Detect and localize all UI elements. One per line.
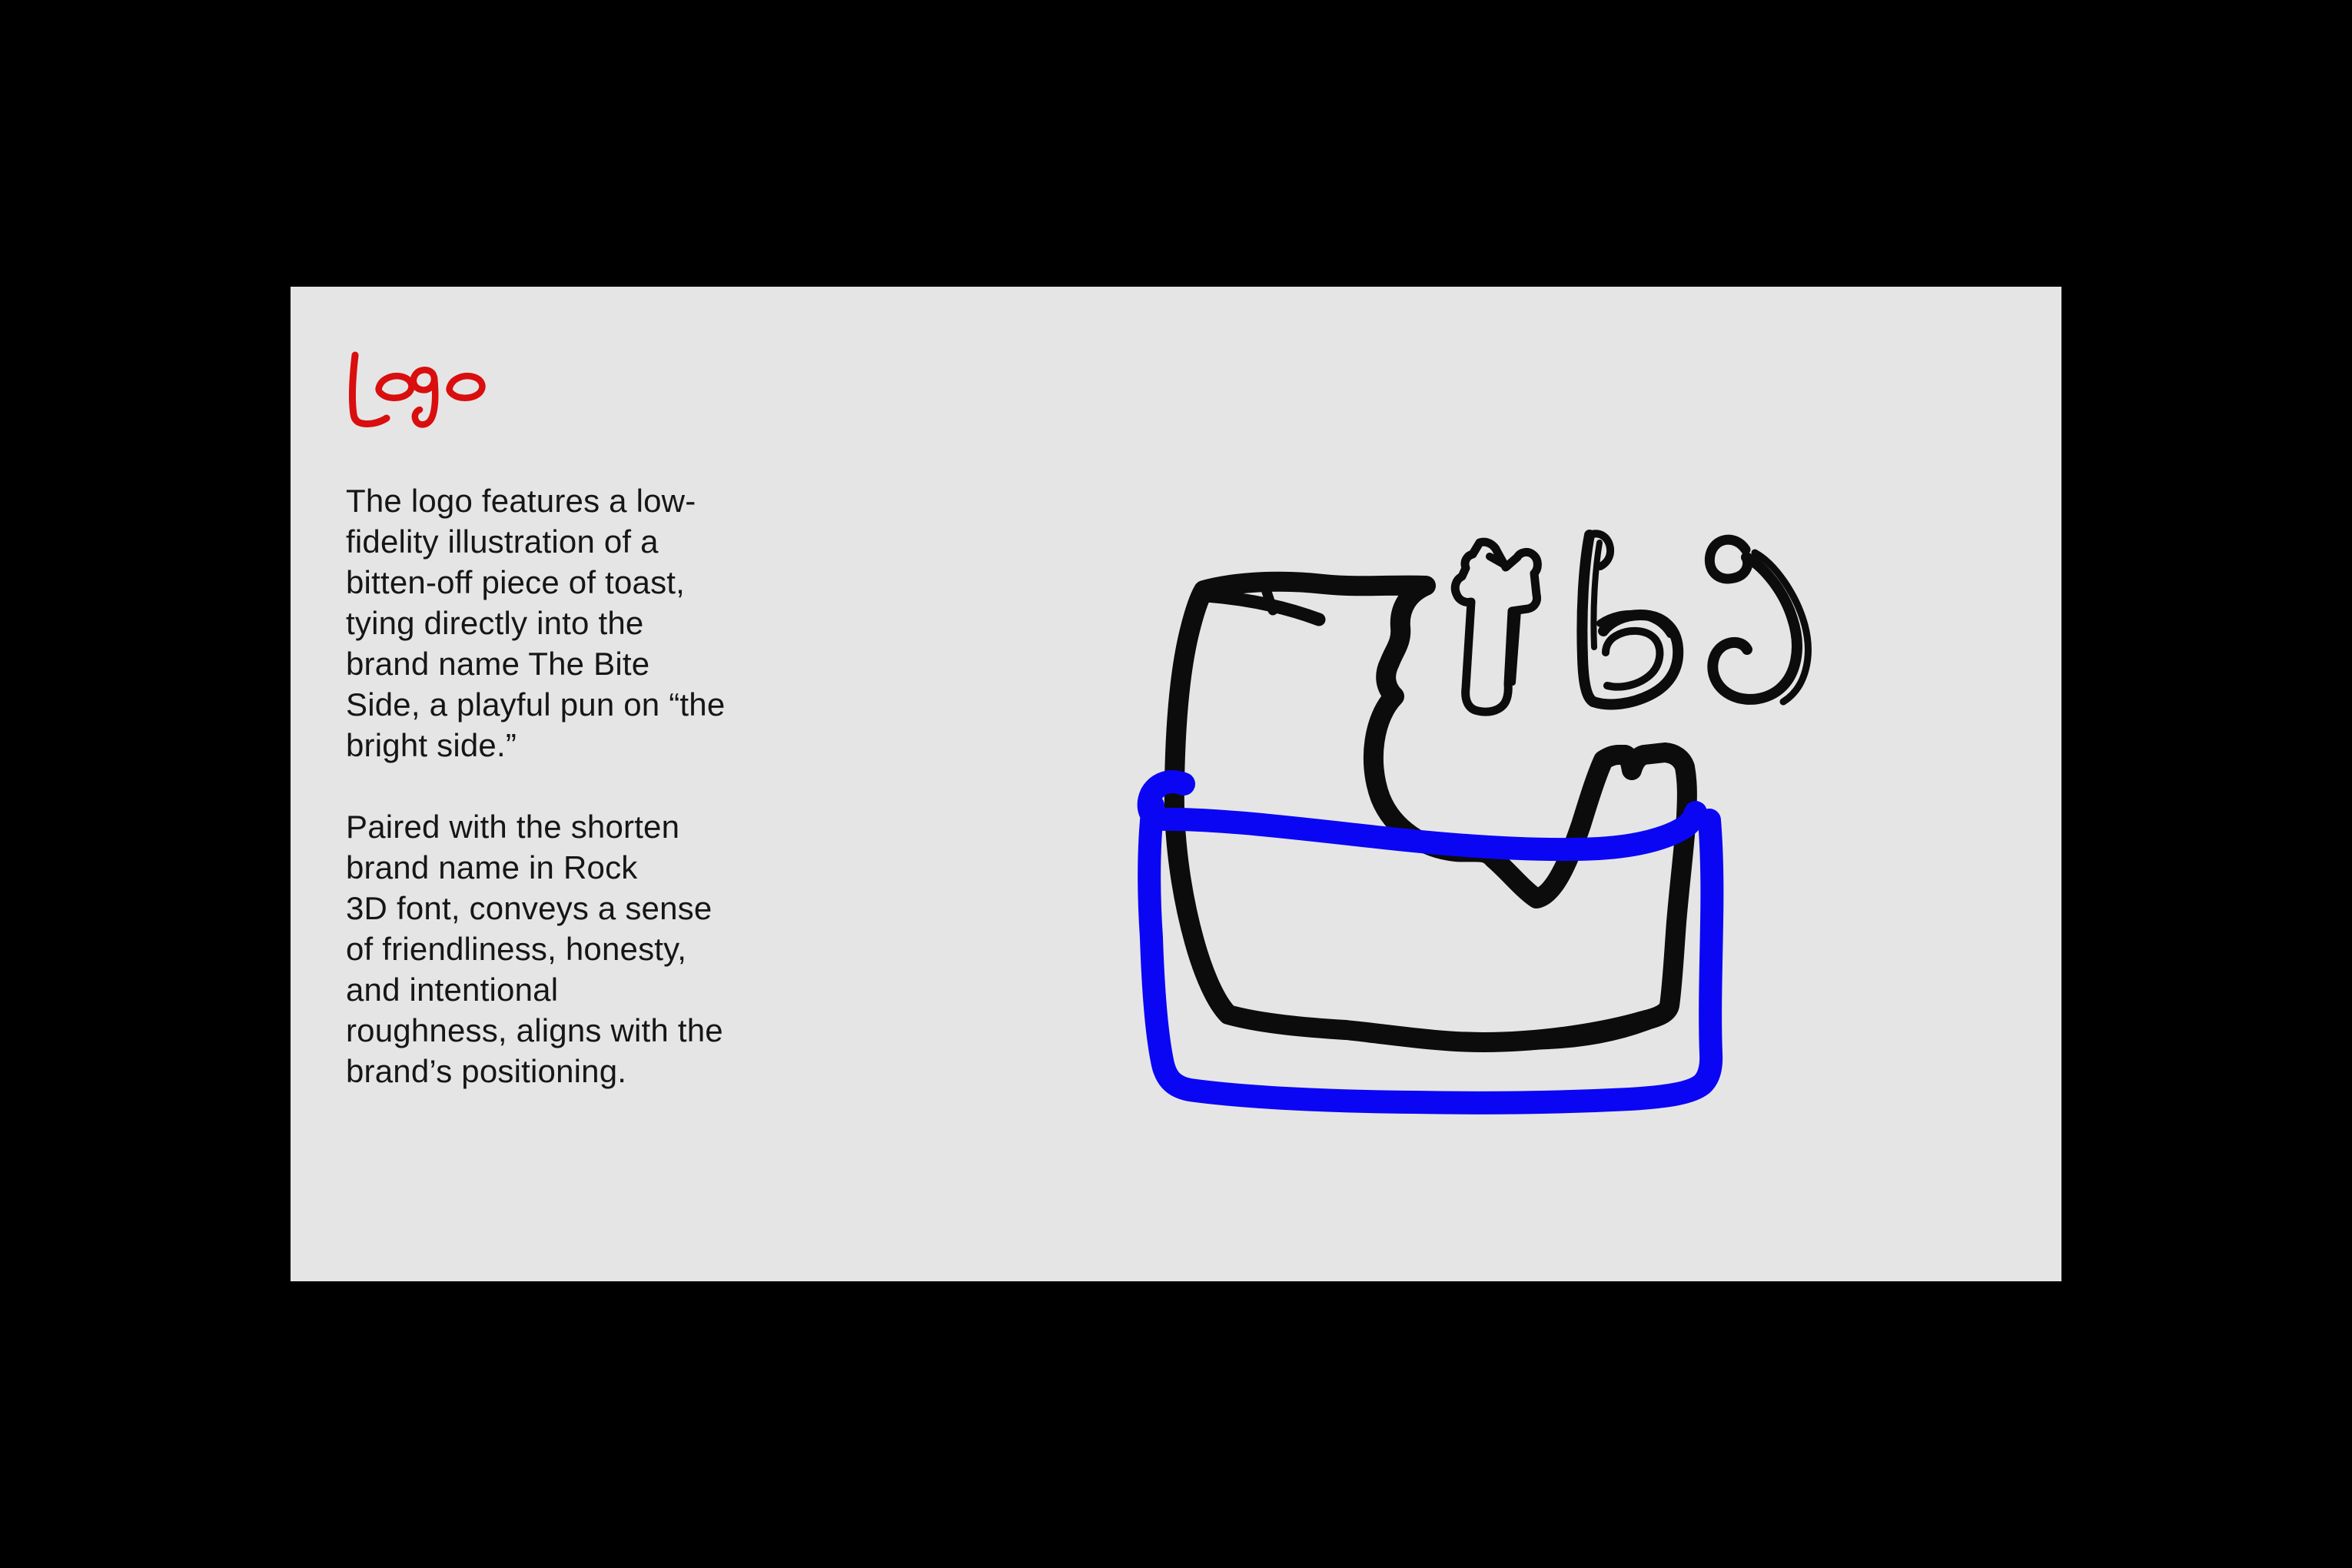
- text-line: and intentional: [346, 972, 559, 1008]
- toast-doodle-svg: [1130, 523, 1860, 1138]
- text-line: of friendliness, honesty,: [346, 931, 687, 967]
- text-line: Paired with the shorten: [346, 809, 680, 845]
- text-line: 3D font, conveys a sense: [346, 890, 713, 926]
- slide-panel: [291, 287, 2061, 1281]
- logo-sketch: [1130, 523, 1860, 1138]
- text-line: Side, a playful pun on “the: [346, 686, 726, 723]
- logo-letter-o1: [379, 376, 412, 397]
- blue-band-path: [1149, 782, 1696, 849]
- blue-container: [1149, 782, 1713, 1103]
- text-line: brand’s positioning.: [346, 1053, 627, 1089]
- letter-s: [1709, 540, 1808, 702]
- logo-title-strokes: [353, 355, 483, 424]
- text-line: The logo features a low-: [346, 483, 696, 519]
- logo-letter-o2: [450, 376, 483, 397]
- letter-t: [1455, 542, 1537, 712]
- paragraph-2: [346, 806, 853, 1091]
- toast-top-double-line: [1207, 596, 1319, 620]
- letter-t-outline: [1455, 542, 1537, 712]
- letter-b-bowl-inner: [1606, 631, 1659, 687]
- sketch-letters: [1455, 533, 1808, 712]
- body-copy: [346, 480, 853, 1091]
- text-line: bitten-off piece of toast,: [346, 564, 686, 600]
- text-line: fidelity illustration of a: [346, 523, 659, 560]
- text-line: roughness, aligns with the: [346, 1012, 723, 1048]
- text-line: brand name in Rock: [346, 849, 638, 885]
- letter-b: [1582, 533, 1678, 704]
- text-line: tying directly into the: [346, 605, 644, 641]
- text-line: bright side.”: [346, 727, 517, 763]
- logo-letter-g-bowl: [414, 370, 434, 390]
- text-line: brand name The Bite: [346, 646, 650, 682]
- toast-outline: [1174, 582, 1687, 1043]
- toast-body-path: [1174, 582, 1687, 1042]
- paragraph-1: [346, 480, 853, 766]
